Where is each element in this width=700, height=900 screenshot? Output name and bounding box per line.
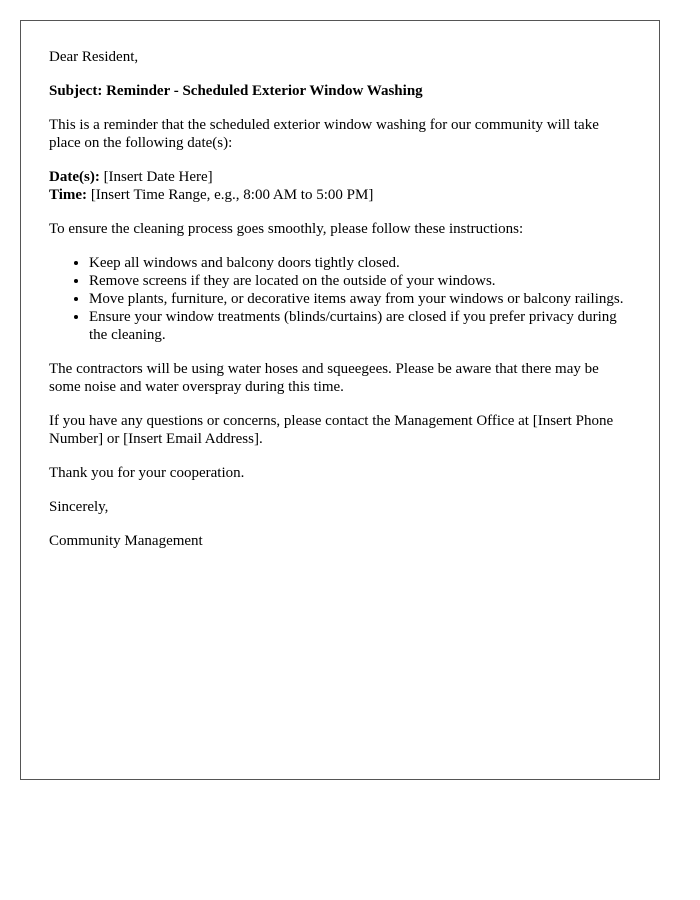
instruction-item: • Ensure your window treatments (blinds/curtains) are closed if you prefer privacy during the cleaning. [89, 308, 631, 344]
greeting: Dear Resident, [49, 49, 139, 65]
thanks-line: Thank you for your cooperation. [49, 465, 245, 481]
time-label: Time: [49, 187, 88, 203]
instruction-item: • Remove screens if they are located on the outside of your windows. [89, 272, 631, 290]
instructions-intro: To ensure the cleaning process goes smoothly, please follow these instructions: [49, 221, 524, 237]
signature: Community Management [49, 533, 203, 549]
instructions-list [49, 254, 631, 344]
schedule-block [49, 168, 631, 204]
instruction-item: • Move plants, furniture, or decorative items away from your windows or balcony railings. [89, 290, 631, 308]
dates-label: Date(s): [49, 169, 100, 185]
intro-paragraph: This is a reminder that the scheduled exterior window washing for our community will take place on the following date(s): [49, 117, 599, 151]
letter-page [20, 20, 660, 780]
time-value: [Insert Time Range, e.g., 8:00 AM to 5:00 PM] [87, 187, 374, 203]
contractors-note: The contractors will be using water hoses and squeegees. Please be aware that there may be some noise and water overspray during this time. [49, 361, 599, 395]
instruction-item: • Keep all windows and balcony doors tightly closed. [89, 254, 631, 272]
contact-note: If you have any questions or concerns, please contact the Management Office at [Insert Phone Number] or [Insert Email Address]. [49, 413, 614, 447]
closing-line: Sincerely, [49, 499, 109, 515]
subject-line: Subject: Reminder - Scheduled Exterior Window Washing [49, 83, 423, 99]
dates-value: [Insert Date Here] [99, 169, 213, 185]
